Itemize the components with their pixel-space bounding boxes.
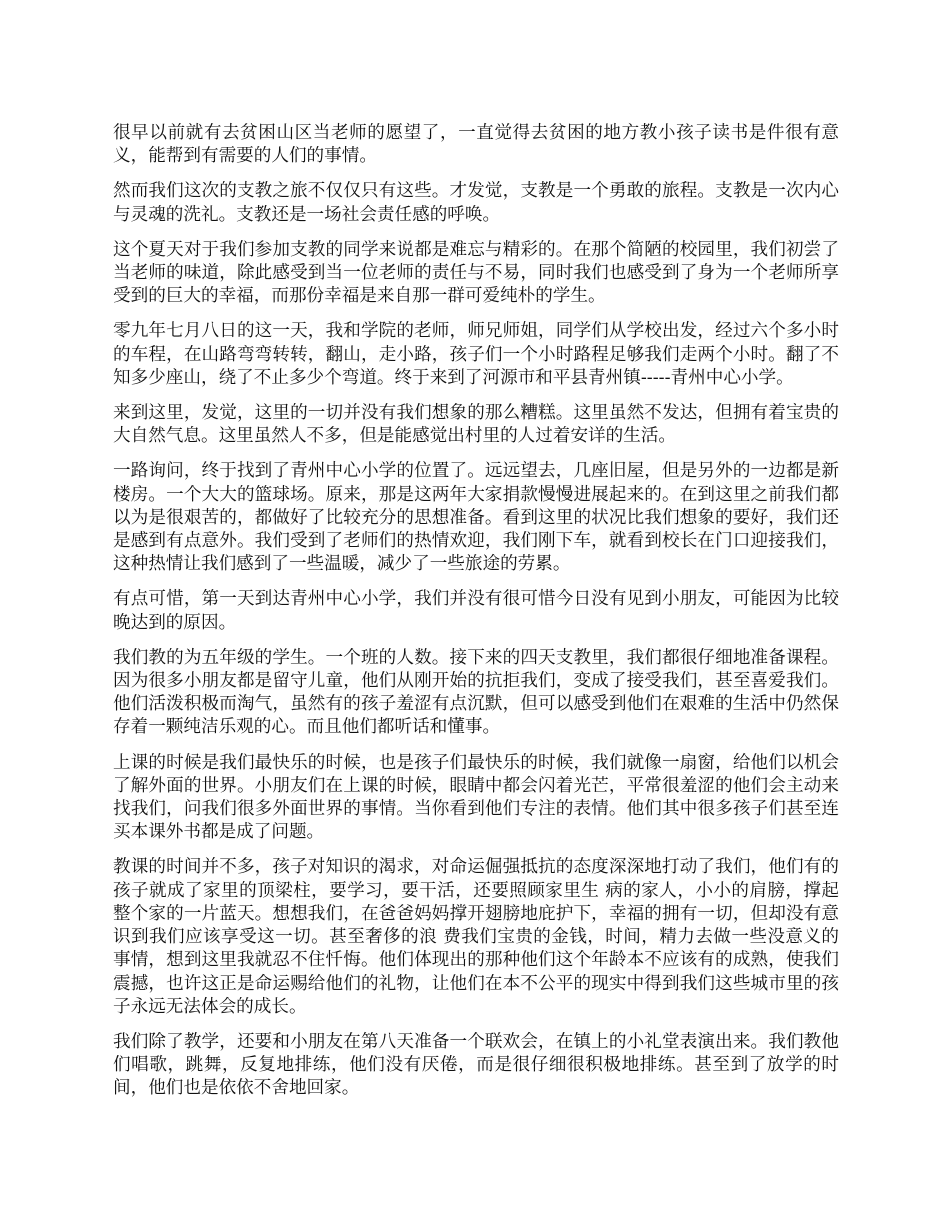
document-body — [113, 122, 839, 1113]
paragraph-7: 有点可惜，第一天到达青州中心小学，我们并没有很可惜今日没有见到小朋友，可能因为比较晚达到的原因。 — [113, 589, 839, 633]
paragraph-8: 我们教的为五年级的学生。一个班的人数。接下来的四天支教里，我们都很仔细地准备课程。因为很多小朋友都是留守儿童，他们从刚开始的抗拒我们，变成了接受我们，甚至喜爱我们。他们活泼积极而淘气，虽然有的孩子羞涩有点沉默，但可以感受到他们在艰难的生活中仍然保存着一颗纯洁乐观的心。而且他们都听话和懂事。 — [113, 647, 839, 738]
paragraph-1: 很早以前就有去贫困山区当老师的愿望了，一直觉得去贫困的地方教小孩子读书是件很有意义，能帮到有需要的人们的事情。 — [113, 123, 839, 167]
paragraph-6: 一路询问，终于找到了青州中心小学的位置了。远远望去，几座旧屋，但是另外的一边都是新楼房。一个大大的篮球场。原来，那是这两年大家捐款慢慢进展起来的。在到这里之前我们都以为是很艰苦的，都做好了比较充分的思想准备。看到这里的状况比我们想象的要好，我们还是感到有点意外。我们受到了老师们的热情欢迎，我们刚下车，就看到校长在门口迎接我们，这种热情让我们感到了一些温暖，减少了一些旅途的劳累。 — [113, 461, 839, 575]
paragraph-5: 来到这里，发觉，这里的一切并没有我们想象的那么糟糕。这里虽然不发达，但拥有着宝贵的大自然气息。这里虽然人不多，但是能感觉出村里的人过着安详的生活。 — [113, 403, 839, 447]
paragraph-11: 我们除了教学，还要和小朋友在第八天准备一个联欢会，在镇上的小礼堂表演出来。我们教他们唱歌，跳舞，反复地排练，他们没有厌倦，而是很仔细很积极地排练。甚至到了放学的时间，他们也是依依不舍地回家。 — [113, 1031, 839, 1099]
paragraph-2: 然而我们这次的支教之旅不仅仅只有这些。才发觉，支教是一个勇敢的旅程。支教是一次内心与灵魂的洗礼。支教还是一场社会责任感的呼唤。 — [113, 181, 839, 225]
paragraph-10: 教课的时间并不多，孩子对知识的渴求，对命运倔强抵抗的态度深深地打动了我们，他们有的孩子就成了家里的顶梁柱，要学习，要干活，还要照顾家里生 病的家人，小小的肩膀，撑起整个家的一片蓝天。想想我们，在爸爸妈妈撑开翅膀地庇护下，幸福的拥有一切，但却没有意识到我们应该享受这一切。甚至奢侈的浪 费我们宝贵的金钱，时间，精力去做一些没意义的事情，想到这里我就忍不住忏悔。他们体现出的那种他们这个年龄本不应该有的成熟，使我们震撼，也许这正是命运赐给他们的礼物，让他们在本不公平的现实中得到我们这些城市里的孩子永远无法体会的成长。 — [113, 857, 839, 1017]
paragraph-4: 零九年七月八日的这一天，我和学院的老师，师兄师姐，同学们从学校出发，经过六个多小时的车程，在山路弯弯转转，翻山，走小路，孩子们一个小时路程足够我们走两个小时。翻了不知多少座山，绕了不止多少个弯道。终于来到了河源市和平县青州镇-----青州中心小学。 — [113, 321, 839, 388]
paragraph-9: 上课的时候是我们最快乐的时候，也是孩子们最快乐的时候，我们就像一扇窗，给他们以机会了解外面的世界。小朋友们在上课的时候，眼睛中都会闪着光芒，平常很羞涩的他们会主动来找我们，问我们很多外面世界的事情。当你看到他们专注的表情。他们其中很多孩子们甚至连买本课外书都是成了问题。 — [113, 752, 839, 843]
paragraph-3: 这个夏天对于我们参加支教的同学来说都是难忘与精彩的。在那个简陋的校园里，我们初尝了当老师的味道，除此感受到当一位老师的责任与不易，同时我们也感受到了身为一个老师所享受到的巨大的幸福，而那份幸福是来自那一群可爱纯朴的学生。 — [113, 239, 839, 307]
